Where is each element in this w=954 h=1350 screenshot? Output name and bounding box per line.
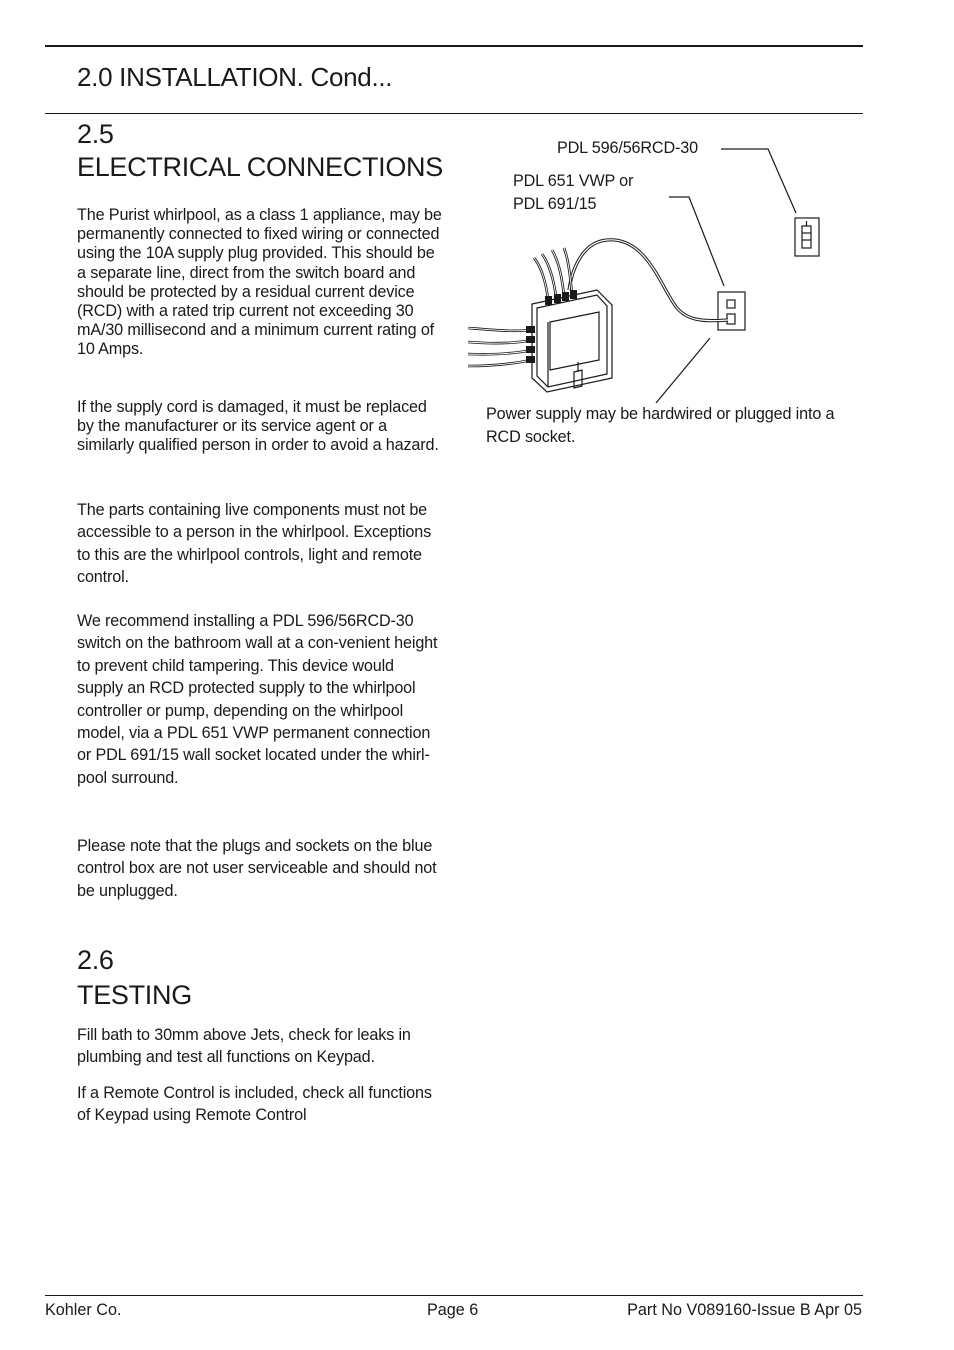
electrical-paragraph-1: The Purist whirlpool, as a class 1 appliance, may be permanently connected to fixed wiring or connected using the 10A supply plug provided. This should be a separate line, direct from the switch board and should be protected by a residual current device (RCD) with a rated trip current not exceeding 30 mA/30 millisecond and a minimum current rating of 10 Amps. [77,206,442,359]
electrical-paragraph-4: We recommend installing a PDL 596/56RCD-30 switch on the bathroom wall at a con-venient height to prevent child tampering. This device would supply an RCD protected supply to the whirlpool controller or pump, depending on the whirlpool model, via a PDL 651 VWP permanent connection or PDL 691/15 wall socket located under the whirl-pool surround. [77,612,438,787]
side-cables-icon [468,328,532,366]
label-socket-line-1: PDL 651 VWP or [513,172,634,190]
section-2-6-number: 2.6 [77,945,114,975]
electrical-paragraph-3: The parts containing live components must not be accessible to a person in the whirlpool. Exceptions to this are the whirlpool controls, light and remote control. [77,501,432,587]
label-rcd-switch: PDL 596/56RCD-30 [557,139,698,157]
section-2-5-number: 2.5 [77,119,114,149]
leader-line-socket [669,197,724,286]
electrical-paragraph-5: Please note that the plugs and sockets on the blue control box are not user serviceable and should not be unplugged. [77,837,437,900]
footer-rule [45,1295,863,1296]
footer-page-number: Page 6 [427,1301,479,1319]
leader-line-caption [656,338,710,403]
electrical-paragraph-2: If the supply cord is damaged, it must be replaced by the manufacturer or its service agent or a similarly qualified person in order to avoid a hazard. [77,398,439,455]
page-header-title: 2.0 INSTALLATION. Cond... [77,62,393,92]
diagram-caption: Power supply may be hardwired or plugged into a RCD socket. [486,405,835,446]
testing-paragraph-1: Fill bath to 30mm above Jets, check for leaks in plumbing and test all functions on Keypad. [77,1026,411,1067]
wiring-diagram [462,140,862,410]
leader-line-switch [721,149,796,213]
rcd-switch-icon [795,218,819,256]
footer-part-number: Part No V089160-Issue B Apr 05 [627,1301,862,1319]
header-top-rule [45,45,863,47]
testing-paragraph-2: If a Remote Control is included, check all functions of Keypad using Remote Control [77,1084,432,1125]
section-2-5-title: ELECTRICAL CONNECTIONS [77,152,443,182]
section-2-6-title: TESTING [77,980,192,1010]
footer-company: Kohler Co. [45,1301,122,1319]
label-socket-line-2: PDL 691/15 [513,195,597,213]
control-box-icon [532,290,612,392]
header-bottom-rule [45,113,863,114]
wall-socket-icon [718,292,745,330]
